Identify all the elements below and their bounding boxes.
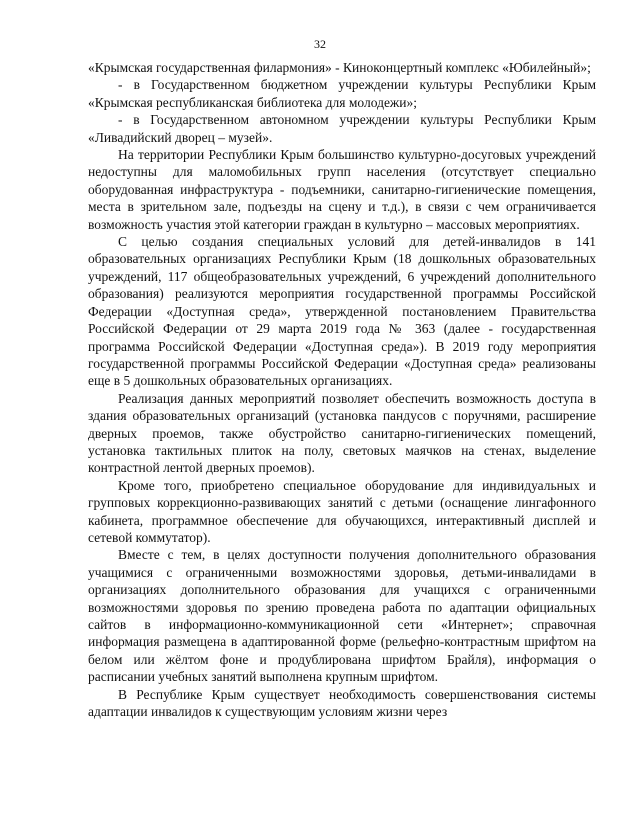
document-body [88,59,596,720]
paragraph-cultural-institutions: На территории Республики Крым большинство культурно-досуговых учреждений недоступны для маломобильных групп населения (отсутствует специально оборудованная инфраструктура - подъемники, санитарно-гигиенические помещения, места в зрительном зале, подъезды на сцену и т.д.), в связи с чем ограничивается возможность участия этой категории граждан в культурно – массовых мероприятиях. [88,147,596,232]
page-number: 32 [314,37,326,51]
paragraph-additional-education: Вместе с тем, в целях доступности получения дополнительного образования учащимися с ограниченными возможностями здоровья, детьми-инвалидами в организациях дополнительного образования для учащихся с ограниченными возможностями здоровья по зрению проведена работа по адаптации официальных сайтов в информационно-коммуникационной сети «Интернет»; справочная информация размещена в адаптированной форме (рельефно-контрастным шрифтом на белом или жёлтом фоне и продублирована шрифтом Брайля), информация о расписании учебных занятий выполнена крупным шрифтом. [88,547,596,685]
paragraph-adaptation-system: В Республике Крым существует необходимость совершенствования системы адаптации инвалидов к существующим условиям жизни через [88,686,596,720]
paragraph-livadia-palace: - в Государственном автономном учреждении культуры Республики Крым «Ливадийский дворец – музей». [88,112,596,145]
paragraph-youth-library: - в Государственном бюджетном учреждении культуры Республики Крым «Крымская республиканская библиотека для молодежи»; [88,77,596,110]
paragraph-special-conditions: С целью создания специальных условий для детей-инвалидов в 141 образовательных организациях Республики Крым (18 дошкольных образовательных учреждений, 117 общеобразовательных учреждений, 6 учреждений дополнительного образования) реализуются мероприятия государственной программы Российской Федерации «Доступная среда», утвержденной постановлением Правительства Российской Федерации от 29 марта 2019 года № 363 (далее - государственная программа Российской Федерации «Доступная среда»). В 2019 году мероприятия государственной программы Российской Федерации «Доступная среда» реализованы еще в 5 дошкольных образовательных организациях. [88,234,596,389]
paragraph-special-equipment: Кроме того, приобретено специальное оборудование для индивидуальных и групповых коррекционно-развивающих занятий с детьми (оснащение лингафонного кабинета, программное обеспечение для обучающихся, интерактивный дисплей и сетевой коммутатор). [88,477,596,545]
paragraph-building-access: Реализация данных мероприятий позволяет обеспечить возможность доступа в здания образовательных организаций (установка пандусов с поручнями, расширение дверных проемов, также обустройство санитарно-гигиенических помещений, установка тактильных плиток на полу, световых маячков на стенах, выделение контрастной лентой дверных проемов). [88,390,596,476]
paragraph-philharmonic-continuation: «Крымская государственная филармония» - Киноконцертный комплекс «Юбилейный»; [88,60,591,75]
